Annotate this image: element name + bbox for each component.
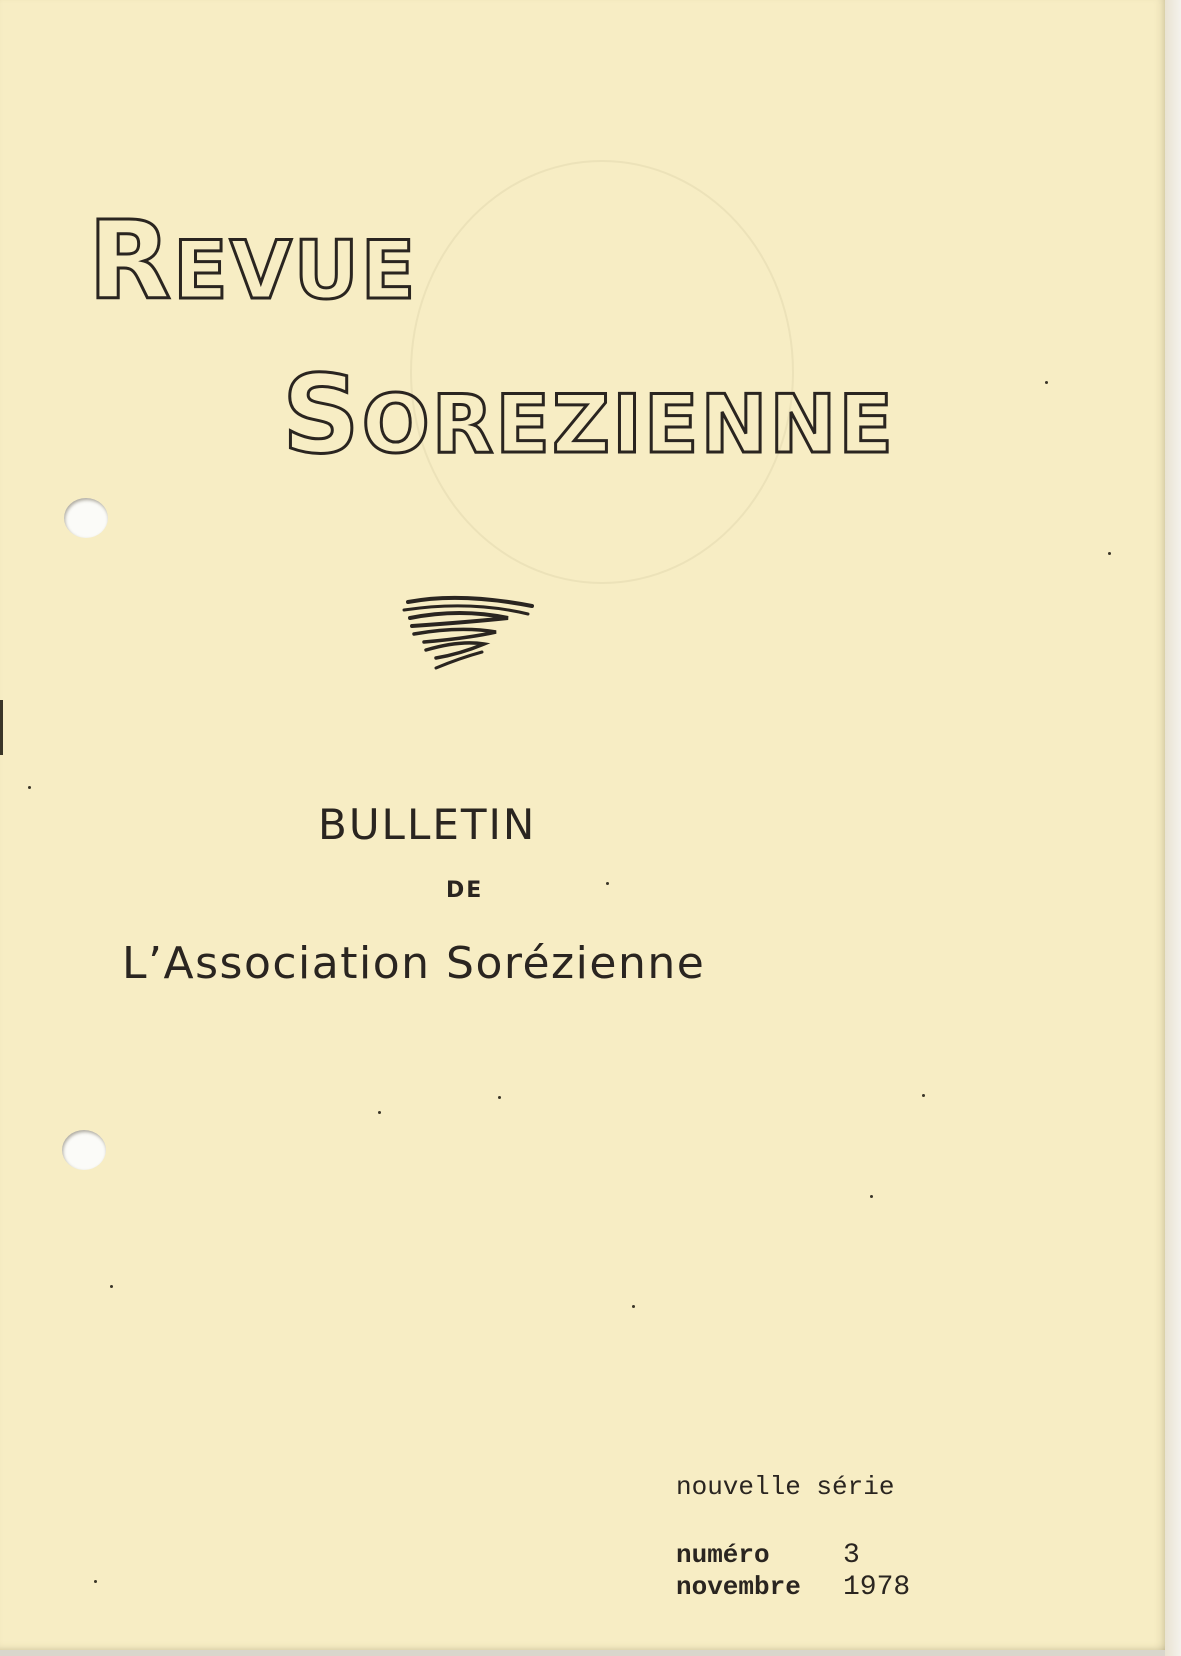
title-sorezienne-initial: S (282, 353, 362, 478)
ink-speck (922, 1094, 925, 1097)
ink-speck (498, 1096, 501, 1099)
issue-number-label: numéro (676, 1540, 770, 1570)
issue-year-value: 1978 (843, 1572, 911, 1603)
ink-speck (1108, 552, 1111, 555)
association-name: L’Association Sorézienne (122, 938, 706, 989)
issue-number-value: 3 (843, 1540, 860, 1571)
ink-speck (378, 1111, 381, 1114)
ink-speck (110, 1285, 113, 1288)
punch-hole-bottom (62, 1130, 106, 1170)
ink-speck (28, 786, 31, 789)
scribble-ornament (400, 592, 542, 674)
title-sorezienne-rest: OREZIENNE (361, 378, 896, 471)
de-text: DE (446, 878, 484, 903)
series-label: nouvelle série (676, 1472, 895, 1502)
ink-speck (606, 882, 609, 885)
ink-speck (94, 1580, 97, 1583)
page-edge (1165, 0, 1181, 1656)
title-sorezienne (282, 353, 896, 478)
issue-date-row (676, 1572, 911, 1603)
title-revue-rest: EVUE (173, 224, 418, 317)
punch-hole-top (64, 498, 108, 538)
title-revue-initial: R (88, 199, 174, 324)
ink-speck (870, 1195, 873, 1198)
title-revue (88, 199, 418, 324)
spine-mark (0, 700, 3, 755)
issue-number-row (676, 1540, 860, 1571)
issue-month-label: novembre (676, 1572, 801, 1602)
ink-speck (1045, 381, 1048, 384)
ink-speck (632, 1305, 635, 1308)
bulletin-heading: BULLETIN (318, 800, 537, 849)
